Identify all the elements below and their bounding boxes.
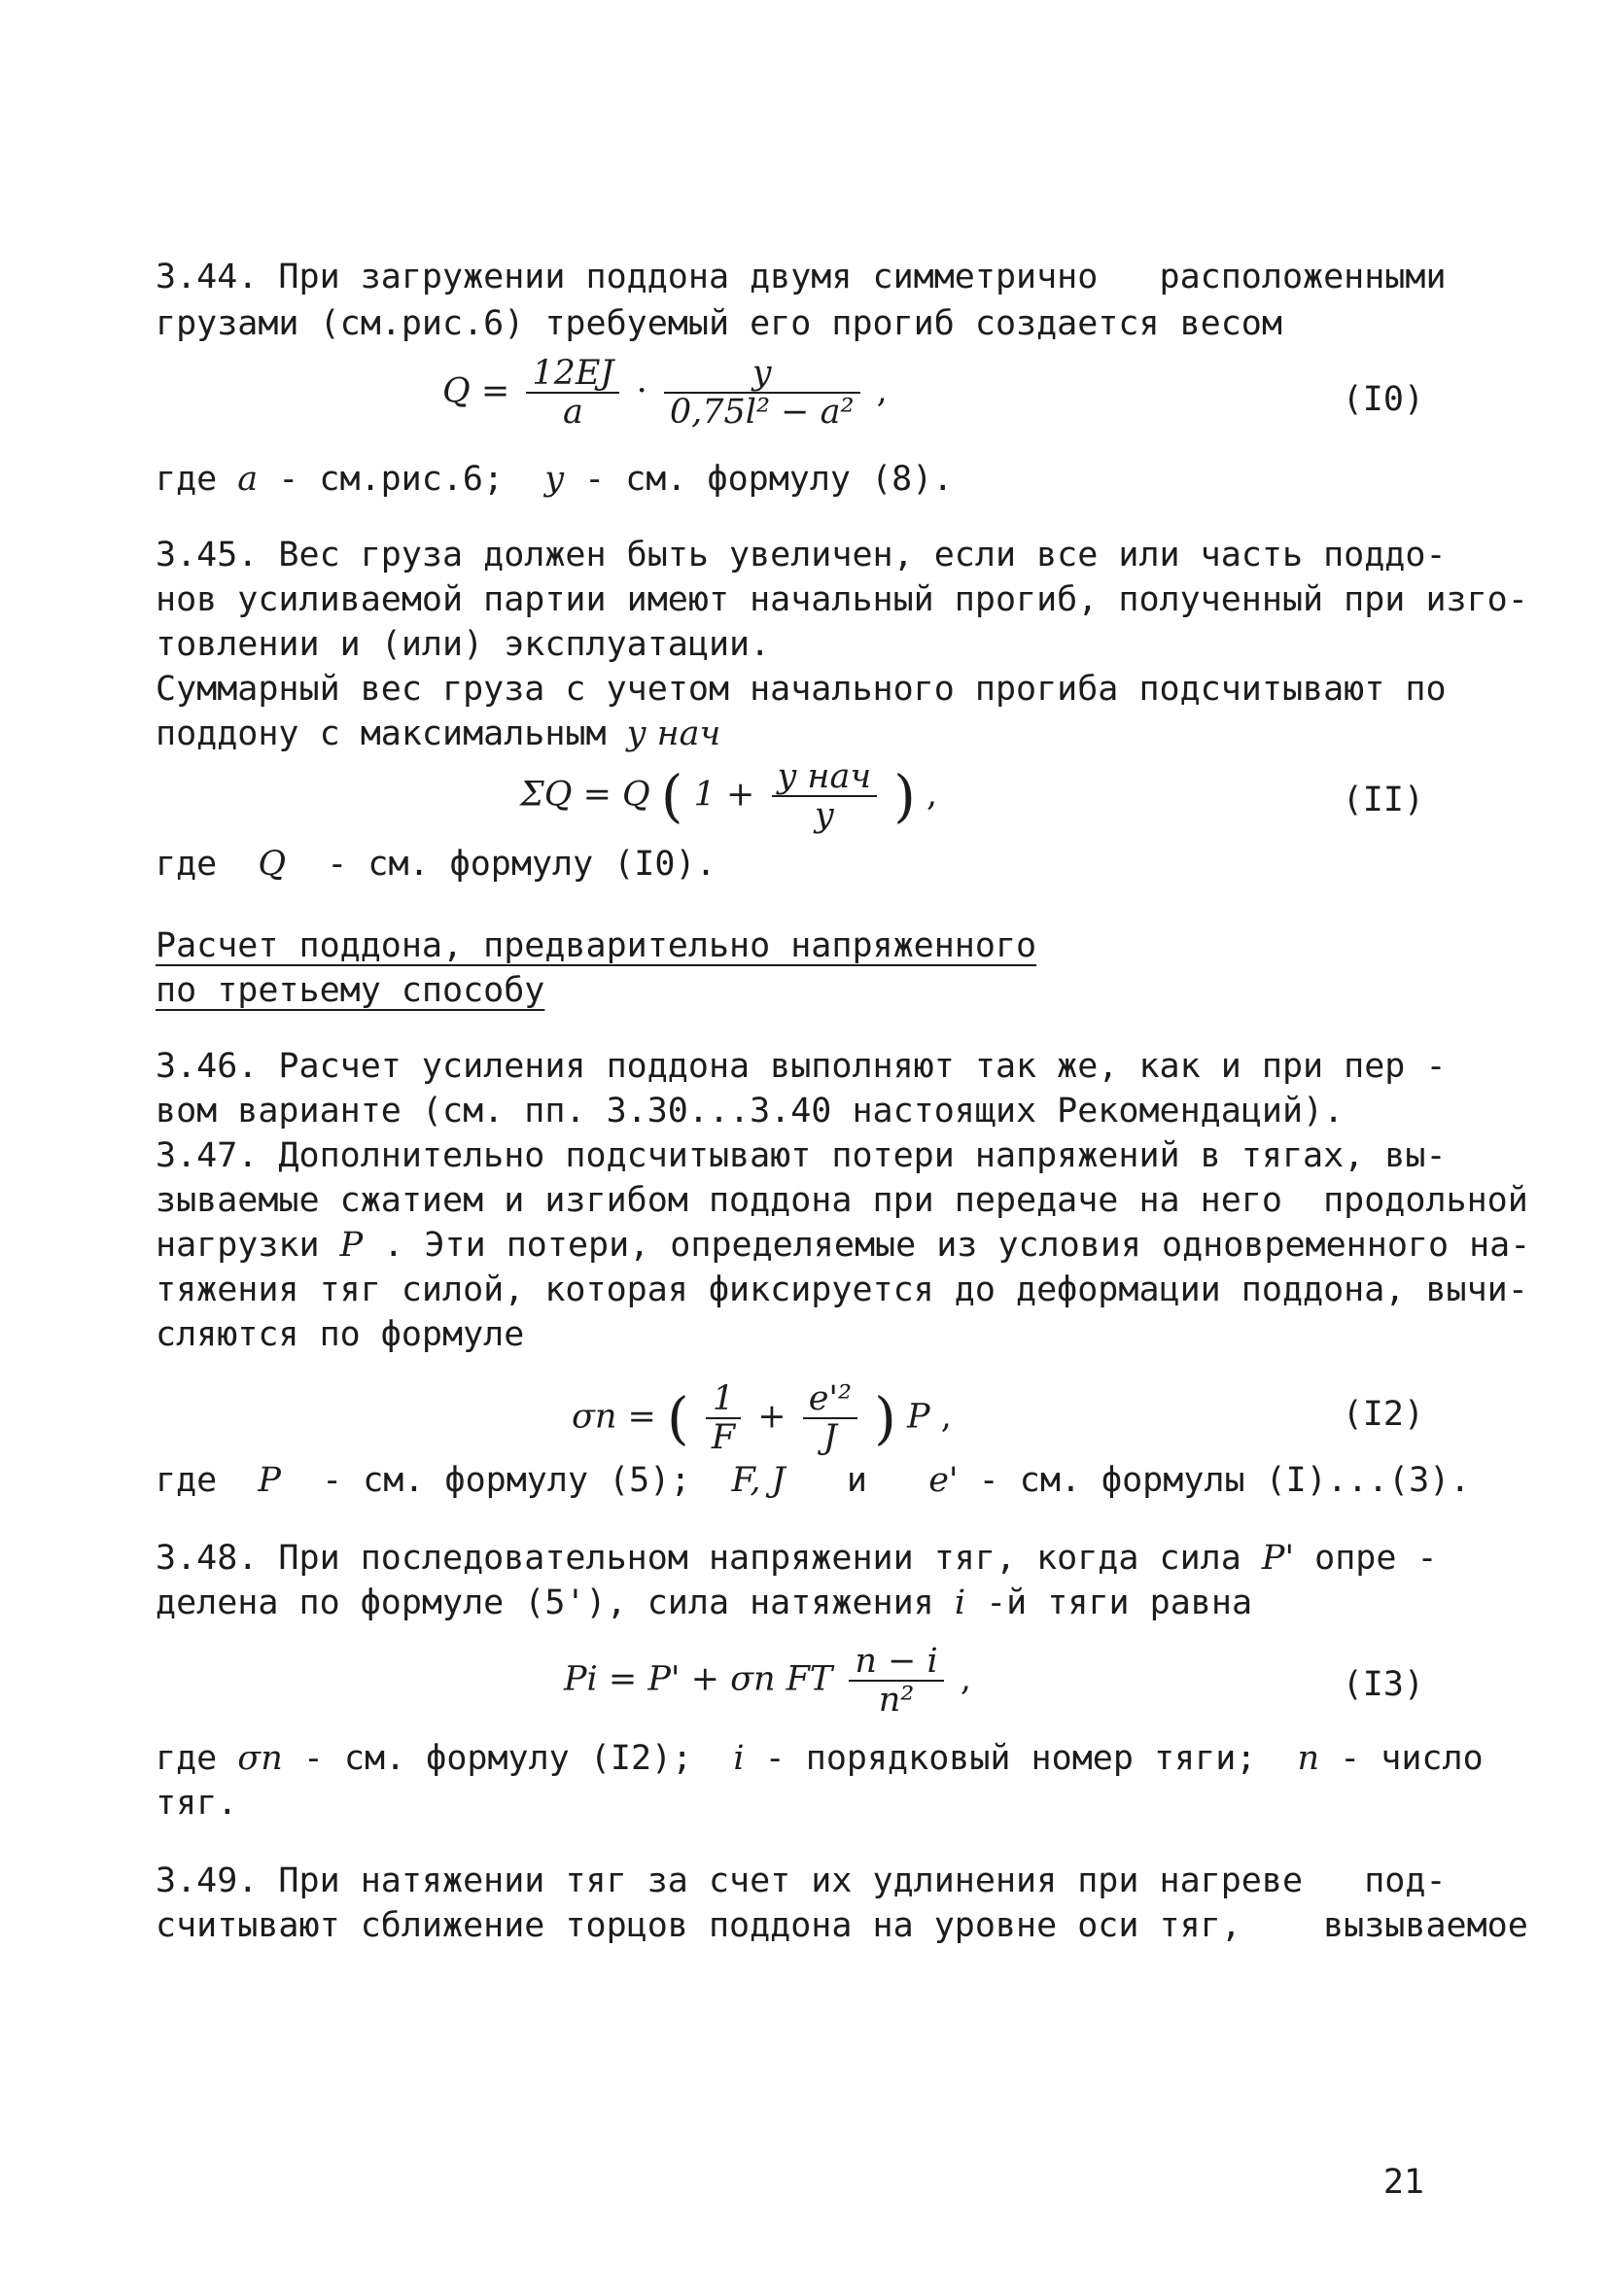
formula-10-fraction-2 xyxy=(664,355,860,431)
page-number: 21 xyxy=(1382,2163,1424,2202)
formula-12-number: (I2) xyxy=(1342,1395,1424,1434)
where-text-1: - см.рис.6; xyxy=(278,460,505,499)
sec-345-line-2: нов усиливаемой партии имеют начальный прогиб, полученный при изго- xyxy=(156,580,1528,619)
formula-10-lhs: Q xyxy=(442,371,471,411)
var-p-prime: P' xyxy=(1261,1539,1295,1578)
formula-10-f2-denominator: 0,75l² − a² xyxy=(669,393,855,432)
formula-12-plus: + xyxy=(757,1397,787,1437)
var-p: P xyxy=(258,1461,281,1500)
var-e-prime: e' xyxy=(928,1461,959,1500)
formula-10-f1-numerator: 12EJ xyxy=(526,355,619,394)
formula-11: ΣQ = Q ( 1 + $\frac{\text{y нач}}{y}$ ) , xyxy=(520,757,938,835)
sec-345-line-1: 3.45. Вес груза должен быть увеличен, если все или часть поддо- xyxy=(156,536,1447,574)
var-f-j: F, J xyxy=(731,1461,786,1500)
sec-348-where-line-2: тяг. xyxy=(156,1784,238,1823)
sec-346-line-2: вом варианте (см. пп. 3.30...3.40 настоящих Рекомендаций). xyxy=(156,1092,1345,1131)
formula-10: Q = $\frac{12EJ}{a}$ · $\frac{y}{\text{0,75l² − a²}}$ , xyxy=(442,354,888,432)
formula-11-fraction xyxy=(772,758,878,834)
var-a: a xyxy=(237,460,259,499)
formula-13-fraction xyxy=(849,1643,943,1719)
formula-11-lhs: ΣQ = Q xyxy=(520,775,650,815)
var-i: i xyxy=(733,1739,745,1778)
where-label: где xyxy=(156,460,218,499)
formula-12-lhs: σn = xyxy=(572,1397,656,1437)
formula-12-f1-denominator: F xyxy=(711,1418,736,1457)
formula-10-fraction-1 xyxy=(526,355,619,431)
sec-349-line-2: считывают сближение торцов поддона на уровне оси тяг, вызываемое xyxy=(156,1906,1528,1945)
sec-347-line-2: зываемые сжатием и изгибом поддона при передаче на него продольной xyxy=(156,1181,1528,1220)
where-text-1: - см. формулу (I2); xyxy=(302,1739,693,1778)
var-n: n xyxy=(1297,1739,1320,1778)
where-text-2: - см. формулу (8). xyxy=(584,460,954,499)
sec-348-where xyxy=(156,1736,1484,1781)
sec-349-line-1: 3.49. При натяжении тяг за счет их удлинения при нагреве под- xyxy=(156,1861,1447,1900)
formula-11-denominator: y xyxy=(814,796,834,835)
sec-345-where xyxy=(156,842,1424,887)
sec-347-line-1: 3.47. Дополнительно подсчитывают потери напряжений в тягах, вы- xyxy=(156,1136,1447,1175)
sec-348-line-1a: 3.48. При последовательном напряжении тяг, когда сила xyxy=(156,1539,1241,1578)
sec-344-line-2: грузами (см.рис.6) требуемый его прогиб создается весом xyxy=(156,304,1282,343)
where-label: где xyxy=(156,1739,218,1778)
var-sigma-n: σn xyxy=(237,1739,283,1778)
sec-345-line-5-text: поддону с максимальным xyxy=(156,714,607,753)
formula-12-fraction-1 xyxy=(706,1380,741,1456)
formula-11-one: 1 + xyxy=(693,775,755,815)
formula-12-rhs: P xyxy=(907,1397,930,1437)
formula-13-numerator: n − i xyxy=(849,1643,943,1682)
section-heading-line-2: по третьему способу xyxy=(156,971,545,1010)
var-y-nach: y нач xyxy=(626,714,721,753)
formula-11-number: (II) xyxy=(1342,781,1424,819)
sec-344-line-1: 3.44. При загружении поддона двумя симметрично расположенными xyxy=(156,258,1447,296)
where-text-3: - число xyxy=(1340,1739,1484,1778)
where-label: где xyxy=(156,845,218,884)
sec-344-where xyxy=(156,457,1424,502)
var-p: P xyxy=(339,1226,364,1265)
formula-12: σn = ( $\frac{1}{F}$ + $\frac{\text{e'²}}{J}$ ) P , xyxy=(572,1379,952,1457)
sec-348-line-2 xyxy=(156,1581,1424,1625)
where-text-2: - порядковый номер тяги; xyxy=(764,1739,1257,1778)
formula-13: Pi = P' + σn FT $\frac{n - i}{\text{n²}}$ , xyxy=(564,1642,971,1720)
formula-12-f2-numerator: e'² xyxy=(803,1380,857,1419)
where-text-2: - см. формулы (I)...(3). xyxy=(978,1461,1471,1500)
formula-10-eq: = xyxy=(480,371,510,411)
sec-348-line-2a: делена по формуле (5'), сила натяжения xyxy=(156,1583,934,1622)
sec-347-line-3a: нагрузки xyxy=(156,1226,320,1265)
sec-348-line-2b: -й тяги равна xyxy=(986,1583,1253,1622)
var-q: Q xyxy=(258,845,287,884)
sec-347-line-5: сляются по формуле xyxy=(156,1315,525,1354)
formula-12-fraction-2 xyxy=(803,1380,857,1456)
sec-345-line-3: товлении и (или) эксплуатации. xyxy=(156,625,771,664)
var-i: i xyxy=(954,1583,966,1622)
sec-348-line-1b: опре - xyxy=(1314,1539,1438,1578)
where-label: где xyxy=(156,1461,218,1500)
formula-10-f1-denominator: a xyxy=(562,393,583,432)
sec-347-line-3b: . Эти потери, определяемые из условия одновременного на- xyxy=(383,1226,1531,1265)
formula-13-number: (I3) xyxy=(1342,1665,1424,1704)
where-text-1: - см. формулу (5); xyxy=(322,1461,691,1500)
section-heading-line-1: Расчет поддона, предварительно напряженного xyxy=(156,926,1037,965)
sec-347-line-4: тяжения тяг силой, которая фиксируется до деформации поддона, вычи- xyxy=(156,1270,1528,1309)
sec-345-line-5 xyxy=(156,712,1424,756)
var-y: y xyxy=(544,460,564,499)
where-and: и xyxy=(846,1461,867,1500)
formula-10-number: (I0) xyxy=(1342,380,1424,419)
formula-10-f2-numerator: y xyxy=(664,355,860,394)
sec-347-where xyxy=(156,1458,1471,1503)
sec-346-line-1: 3.46. Расчет усиления поддона выполняют так же, как и при пер - xyxy=(156,1047,1447,1086)
sec-347-line-3 xyxy=(156,1223,1531,1268)
formula-12-f1-numerator: 1 xyxy=(706,1380,741,1419)
formula-13-lhs: Pi = P' + σn FT xyxy=(564,1659,833,1699)
formula-12-f2-denominator: J xyxy=(822,1418,837,1457)
formula-13-denominator: n² xyxy=(878,1681,915,1720)
where-text: - см. формулу (I0). xyxy=(327,845,717,884)
formula-11-numerator: y нач xyxy=(772,758,878,797)
sec-345-line-4: Суммарный вес груза с учетом начального прогиба подсчитывают по xyxy=(156,670,1447,709)
sec-348-line-1 xyxy=(156,1536,1438,1581)
